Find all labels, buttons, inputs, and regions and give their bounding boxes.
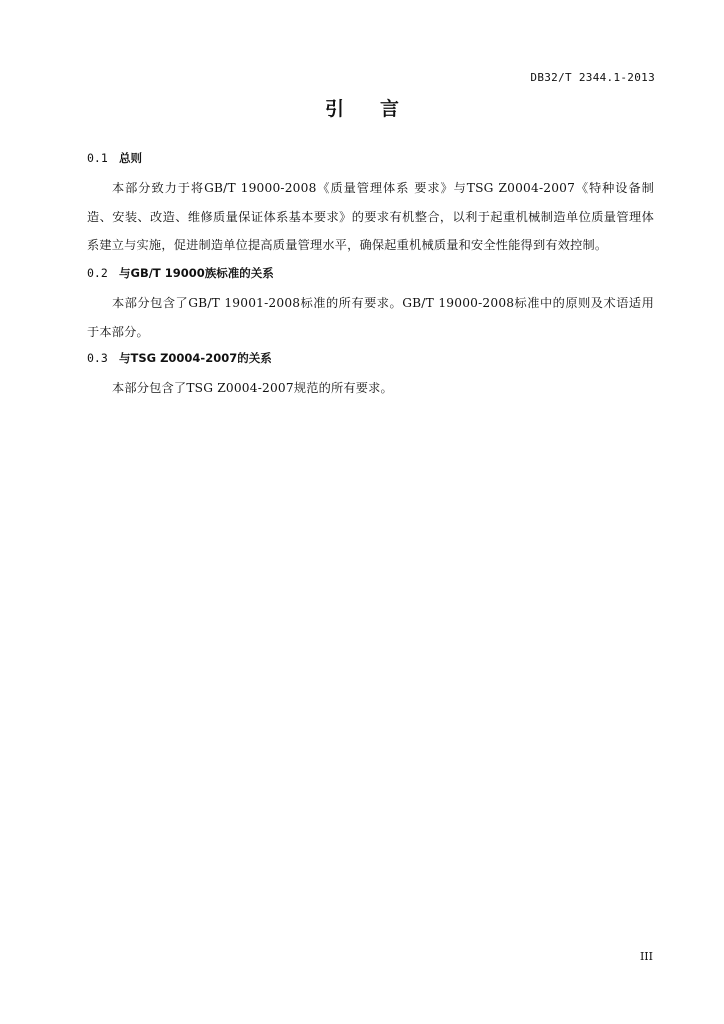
section-title: 总则 — [119, 151, 142, 165]
section-paragraph: 本部分包含了GB/T 19001-2008标准的所有要求。GB/T 19000-2008标准中的原则及术语适用于本部分。 — [87, 296, 654, 339]
section-heading — [87, 263, 654, 283]
section-number: 0.2 — [87, 266, 108, 280]
section-title: 与GB/T 19000族标准的关系 — [119, 266, 274, 280]
page-title: 引言 — [324, 98, 435, 120]
section-title: 与TSG Z0004-2007的关系 — [119, 351, 272, 365]
section-paragraph: 本部分致力于将GB/T 19000-2008《质量管理体系 要求》与TSG Z0004-2007《特种设备制造、安装、改造、维修质量保证体系基本要求》的要求有机整合，以利于起重机械制造单位质量管理体系建立与实施，促进制造单位提高质量管理水平，确保起重机械质量和安全性能得到有效控制。 — [87, 181, 654, 252]
section-tsg-relation — [87, 348, 654, 403]
page-number: III — [639, 950, 653, 963]
section-heading — [87, 148, 654, 168]
section-general — [87, 148, 654, 260]
section-paragraph: 本部分包含了TSG Z0004-2007规范的所有要求。 — [112, 381, 393, 395]
section-number: 0.3 — [87, 351, 108, 365]
section-gbt19000-relation — [87, 263, 654, 346]
document-code: DB32/T 2344.1-2013 — [530, 71, 655, 84]
section-heading — [87, 348, 654, 368]
section-number: 0.1 — [87, 151, 108, 165]
